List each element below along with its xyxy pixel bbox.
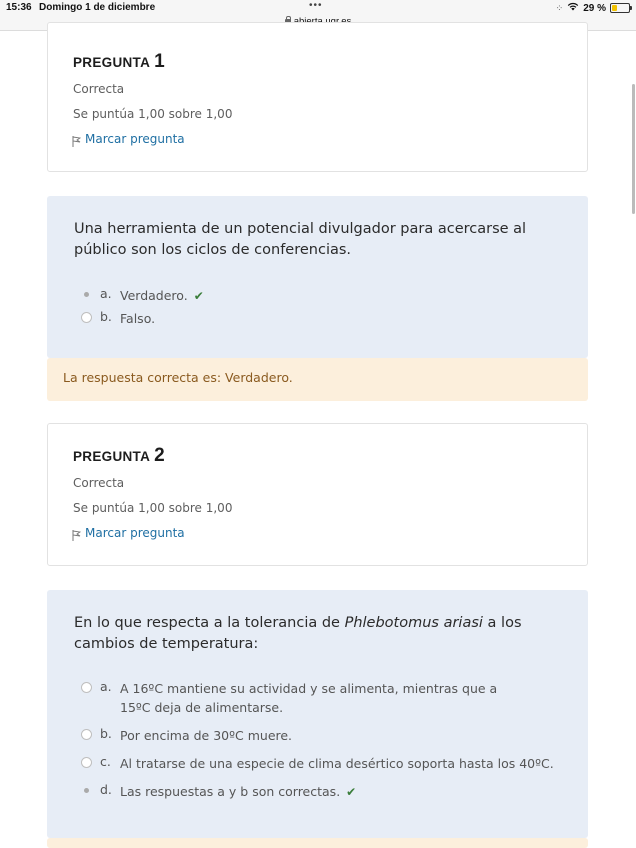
question-1-info <box>47 22 588 172</box>
correct-answer-text: La respuesta correcta es: Verdadero. <box>63 370 293 385</box>
question-2-option-d[interactable] <box>81 782 356 802</box>
flag-icon <box>72 530 81 541</box>
radio-icon[interactable] <box>81 757 92 768</box>
status-time: 15:36 <box>6 2 32 13</box>
question-2-heading <box>73 445 165 467</box>
question-1-heading <box>73 51 165 73</box>
option-text: Verdadero. <box>120 288 188 303</box>
question-2-score: Se puntúa 1,00 sobre 1,00 <box>73 501 233 515</box>
option-letter: d. <box>100 782 112 797</box>
flag-question-1-link[interactable] <box>72 132 185 146</box>
flag-question-2-link[interactable] <box>72 526 185 540</box>
question-2-option-b[interactable] <box>81 726 292 745</box>
question-text-part: a los cambios de temperatura: <box>74 615 522 652</box>
option-text: Al tratarse de una especie de clima desértico soporta hasta los 40ºC. <box>120 756 554 771</box>
battery-icon <box>610 3 630 13</box>
flag-question-label[interactable]: Marcar pregunta <box>85 132 185 146</box>
question-2-text <box>74 613 569 655</box>
question-text-part: En lo que respecta a la tolerancia de <box>74 615 345 631</box>
option-text: Por encima de 30ºC muere. <box>120 728 293 743</box>
question-2-feedback <box>47 838 588 848</box>
radio-icon[interactable] <box>81 312 92 323</box>
question-number: 1 <box>154 51 165 72</box>
flag-question-label[interactable]: Marcar pregunta <box>85 526 185 540</box>
question-2-content <box>47 590 588 838</box>
question-1-status: Correcta <box>73 82 125 96</box>
wifi-icon <box>567 2 579 14</box>
option-letter: a. <box>100 286 112 301</box>
radio-selected-icon[interactable] <box>81 785 92 796</box>
question-2-option-a[interactable] <box>81 679 521 717</box>
species-name: Phlebotomus ariasi <box>344 615 483 631</box>
radio-icon[interactable] <box>81 729 92 740</box>
activity-icon: ⁘ <box>555 2 564 13</box>
question-1-option-b[interactable] <box>81 309 155 328</box>
scrollbar[interactable] <box>632 84 635 214</box>
radio-icon[interactable] <box>81 682 92 693</box>
option-text: Falso. <box>120 311 156 326</box>
option-letter: b. <box>100 309 112 324</box>
option-letter: c. <box>100 754 111 769</box>
question-1-feedback <box>47 358 588 401</box>
flag-icon <box>72 136 81 147</box>
question-1-score: Se puntúa 1,00 sobre 1,00 <box>73 107 233 121</box>
correct-check-icon: ✔ <box>346 785 357 799</box>
question-2-option-c[interactable] <box>81 754 554 773</box>
option-text: Las respuestas a y b son correctas. <box>120 784 341 799</box>
radio-selected-icon[interactable] <box>81 289 92 300</box>
status-date: Domingo 1 de diciembre <box>39 2 156 13</box>
option-letter: b. <box>100 726 112 741</box>
status-indicators <box>556 2 630 14</box>
question-2-info <box>47 423 588 566</box>
question-1-text: Una herramienta de un potencial divulgador para acercarse al público son los ciclos de conferencias. <box>74 221 527 258</box>
multitasking-dots-icon[interactable]: ••• <box>309 0 323 11</box>
question-label: PREGUNTA <box>73 449 151 464</box>
question-label: PREGUNTA <box>73 55 151 70</box>
question-2-status: Correcta <box>73 476 125 490</box>
question-number: 2 <box>154 445 165 466</box>
question-1-content <box>47 196 588 358</box>
correct-check-icon: ✔ <box>193 289 204 303</box>
option-letter: a. <box>100 679 112 694</box>
option-text: A 16ºC mantiene su actividad y se alimenta, mientras que a 15ºC deja de alimentarse. <box>120 681 498 715</box>
question-1-option-a[interactable] <box>81 286 204 306</box>
battery-percent: 29 % <box>583 2 606 14</box>
